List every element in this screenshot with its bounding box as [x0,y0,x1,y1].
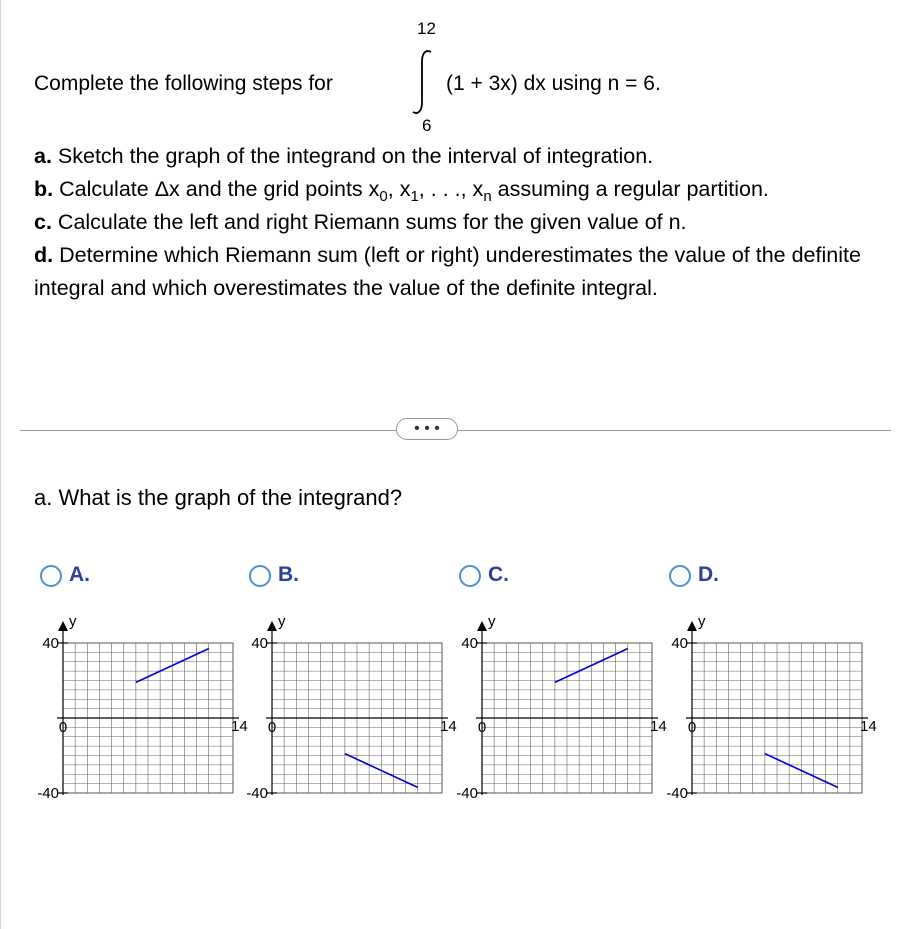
graph-option-c[interactable] [456,605,667,805]
x-tick-label-origin: 0 [477,719,487,736]
y-tick-label-bottom: -40 [456,785,478,802]
subscript: n [483,188,492,205]
graph-option-d[interactable] [666,605,877,805]
y-axis-arrow-icon [267,621,277,631]
y-tick-label-bottom: -40 [246,785,268,802]
step-label: a. [34,144,52,168]
radio-button[interactable] [40,565,62,587]
subscript: 0 [379,188,388,205]
x-tick-label-right: 14 [860,718,877,735]
x-tick-label-right: 14 [650,718,667,735]
integral-upper-limit: 12 [417,19,436,38]
step-text: , x [387,177,411,201]
steps-list [34,140,884,305]
radio-button[interactable] [669,565,691,587]
y-tick-label-top: 40 [42,635,59,652]
step-label: b. [34,177,54,201]
y-axis-arrow-icon [687,621,697,631]
step-label: c. [34,210,52,234]
step-b [34,173,884,206]
option-label: A. [69,563,90,586]
y-tick-label-bottom: -40 [37,785,59,802]
x-tick-label-right: 14 [231,718,248,735]
integrand-expression: (1 + 3x) dx using n = 6. [446,72,661,95]
option-label: D. [698,563,719,586]
step-text: Calculate the left and right Riemann sums for the given value of n. [51,210,687,234]
subscript: 1 [410,188,419,205]
x-tick-label-right: 14 [440,718,457,735]
show-more-button[interactable]: • • • [396,418,458,440]
y-axis-arrow-icon [58,621,68,631]
integral-sign-icon [408,48,438,116]
step-text: Sketch the graph of the integrand on the interval of integration. [51,144,654,168]
x-tick-label-origin: 0 [58,719,68,736]
y-tick-label-top: 40 [251,635,268,652]
step-label: d. [34,243,54,267]
step-c [34,206,884,239]
step-text: Determine which Riemann sum (left or right) underestimates the value of the definite integral and which overestimates the value of the definite integral. [34,243,861,300]
page-border [0,0,1,929]
y-axis-label: y [698,613,706,630]
step-text: , . . ., x [418,177,484,201]
y-tick-label-top: 40 [461,635,478,652]
y-axis-label: y [69,613,77,630]
y-tick-label-bottom: -40 [666,785,688,802]
integral-lower-limit: 6 [422,116,432,135]
y-tick-label-top: 40 [671,635,688,652]
y-axis-label: y [278,613,286,630]
option-label: C. [488,563,509,586]
radio-button[interactable] [249,565,271,587]
question-text: a. What is the graph of the integrand? [34,485,403,510]
step-text: assuming a regular partition. [491,177,769,201]
step-text: Calculate Δx and the grid points x [53,177,380,201]
graph-option-a[interactable] [37,605,248,805]
prompt-prefix: Complete the following steps for [34,72,333,95]
y-axis-label: y [488,613,496,630]
x-tick-label-origin: 0 [267,719,277,736]
step-a [34,140,884,173]
radio-button[interactable] [459,565,481,587]
y-axis-arrow-icon [477,621,487,631]
step-d [34,239,884,305]
graph-option-b[interactable] [246,605,457,805]
option-label: B. [278,563,299,586]
x-tick-label-origin: 0 [687,719,697,736]
